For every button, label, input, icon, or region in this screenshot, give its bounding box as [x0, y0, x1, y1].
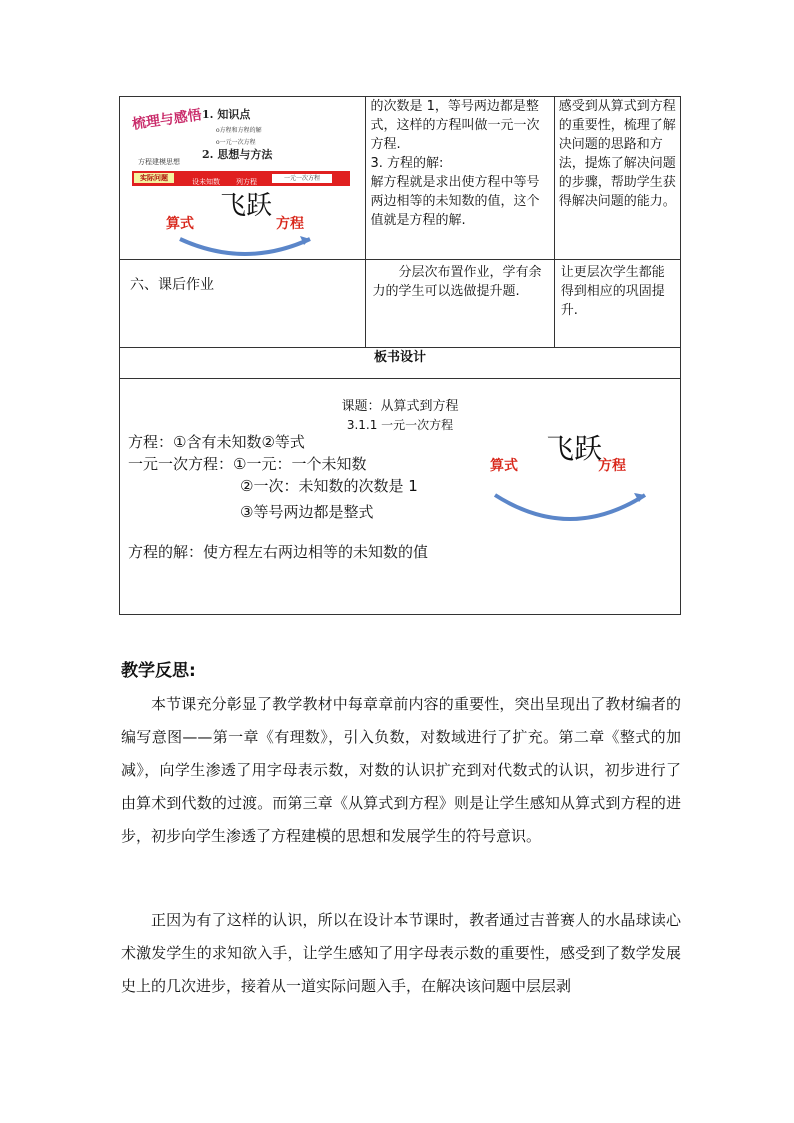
slide-point1-sub2: o一元一次方程 — [216, 139, 256, 146]
board-line5: 方程的解：使方程左右两边相等的未知数的值 — [128, 543, 429, 561]
board-header: 板书设计 — [120, 348, 681, 379]
section-title: 六、课后作业 — [130, 277, 214, 293]
board-design — [120, 379, 680, 614]
slide-point2: 2. 思想与方法 — [202, 148, 273, 161]
board-leap-arc — [495, 495, 645, 519]
section-cell — [120, 260, 366, 348]
board-line2: 一元一次方程：①一元：一个未知数 — [128, 455, 367, 473]
slide-process-bar — [132, 171, 350, 186]
content-cell — [366, 97, 554, 260]
content-cell — [366, 260, 554, 348]
board-logo-left: 算式 — [490, 458, 518, 474]
intent-cell — [554, 97, 680, 260]
board-line3: ②一次：未知数的次数是 1 — [240, 477, 418, 495]
logo-mid-glyph: 飞跃 — [220, 191, 273, 221]
content-text: 分层次布置作业，学有余力的学生可以选做提升题. — [372, 265, 542, 299]
slide-bar-box2: 一元一次方程 — [272, 174, 332, 183]
lesson-table — [119, 96, 681, 615]
slide-cell — [120, 97, 366, 260]
board-line1: 方程：①含有未知数②等式 — [128, 433, 305, 451]
logo-right-word: 方程 — [276, 216, 304, 232]
board-logo-mid: 飞跃 — [546, 432, 603, 465]
intent-text: 感受到从算式到方程的重要性，梳理了解决问题的思路和方法，提炼了解决问题的步骤，帮助学生获得解决问题的能力。 — [558, 99, 676, 209]
table-row — [120, 260, 681, 348]
table-row — [120, 348, 681, 379]
slide-point1-sub1: o方程和方程的解 — [216, 127, 262, 134]
content-text: 的次数是 1，等号两边都是整式，这样的方程叫做一元一次方程. 3. 方程的解: 解方程就是求出使方程中等号两边相等的未知数的值，这个值就是方程的解. — [370, 99, 540, 228]
board-logo-right: 方程 — [598, 458, 626, 474]
slide-modeling: 方程建模思想 — [138, 158, 180, 166]
intent-cell — [554, 260, 680, 348]
logo-left-word: 算式 — [166, 216, 194, 232]
slide-banner: 梳理与感悟 — [131, 107, 203, 133]
reflection-paragraph-2: 正因为有了这样的认识，所以在设计本节课时，教者通过吉普赛人的水晶球读心术激发学生的求知欲入手，让学生感知了用字母表示数的重要性，感受到了数学发展史上的几次进步，接着从一道实际问题入手，在解决该问题中层层剥 — [121, 911, 681, 995]
slide-bar-box1: 实际问题 — [134, 173, 174, 183]
slide-point1: 1. 知识点 — [202, 108, 251, 121]
leap-arc — [180, 239, 310, 254]
board-subtopic: 3.1.1 一元一次方程 — [346, 418, 454, 432]
slide-bar-label1: 设未知数 — [192, 178, 220, 186]
table-row — [120, 97, 681, 260]
table-row — [120, 379, 681, 615]
reflection-paragraph-1: 本节课充分彰显了教学教材中每章章前内容的重要性，突出呈现出了教材编者的编写意图——第一章《有理数》，引入负数，对数域进行了扩充。第二章《整式的加减》，向学生渗透了用字母表示数，对数的认识扩充到对代数式的认识，初步进行了由算术到代数的过渡。而第三章《从算式到方程》则是让学生感知从算式到方程的进步，初步向学生渗透了方程建模的思想和发展学生的符号意识。 — [121, 695, 681, 845]
board-line4: ③等号两边都是整式 — [240, 503, 374, 521]
board-leap-logo — [485, 477, 655, 527]
board-topic: 课题：从算式到方程 — [341, 399, 459, 414]
board-cell — [120, 379, 681, 615]
reflection-title: 教学反思: — [121, 661, 196, 681]
intent-text: 让更层次学生都能得到相应的巩固提升. — [560, 265, 665, 318]
summary-slide — [120, 97, 366, 259]
slide-bar-label2: 列方程 — [236, 178, 257, 186]
